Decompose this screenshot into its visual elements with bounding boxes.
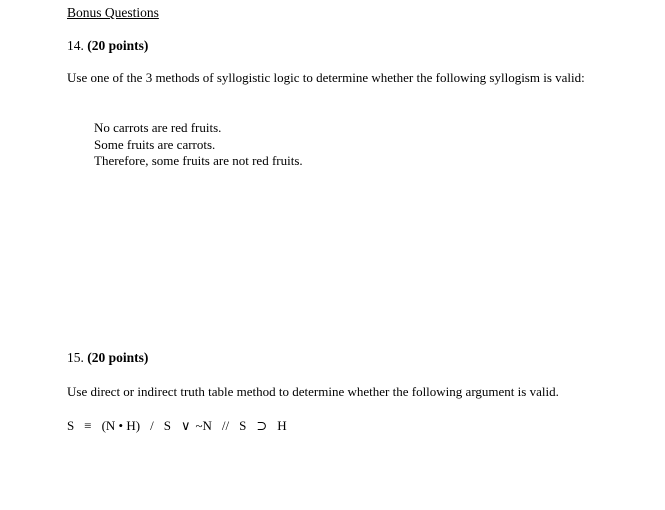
q14-instruction: Use one of the 3 methods of syllogistic logic to determine whether the following syllogism is valid:	[67, 70, 585, 85]
q14-premise-2: Some fruits are carrots.	[94, 136, 216, 152]
q14-premise-1: No carrots are red fruits.	[94, 120, 222, 135]
q15-p1-right: (N • H)	[101, 418, 141, 433]
q15-p2-op: ∨	[180, 418, 191, 433]
q15-c-op: ⊃	[256, 418, 268, 433]
q15-p2-right: ~N	[195, 418, 212, 433]
q15-sep1: /	[150, 418, 154, 433]
q15-title	[67, 350, 148, 366]
bonus-heading: Bonus Questions	[67, 5, 159, 20]
q14-syllogism	[94, 120, 303, 170]
q15-p2-left: S	[163, 418, 171, 433]
q15-instruction: Use direct or indirect truth table method to determine whether the following argument is valid.	[67, 384, 559, 399]
q15-number: 15.	[67, 350, 84, 365]
q15-c-left: S	[239, 418, 247, 433]
q15-c-right: H	[277, 418, 287, 433]
q15-p1-op: ≡	[84, 418, 92, 433]
q14-conclusion: Therefore, some fruits are not red fruits.	[94, 153, 303, 168]
q14-number: 14.	[67, 38, 84, 53]
q15-p1-left: S	[67, 418, 75, 433]
q15-argument	[67, 418, 287, 434]
q15-conclusion-sep: //	[221, 418, 230, 433]
q15-points: (20 points)	[87, 350, 149, 365]
q14-points: (20 points)	[87, 38, 149, 53]
q14-title	[67, 38, 148, 54]
